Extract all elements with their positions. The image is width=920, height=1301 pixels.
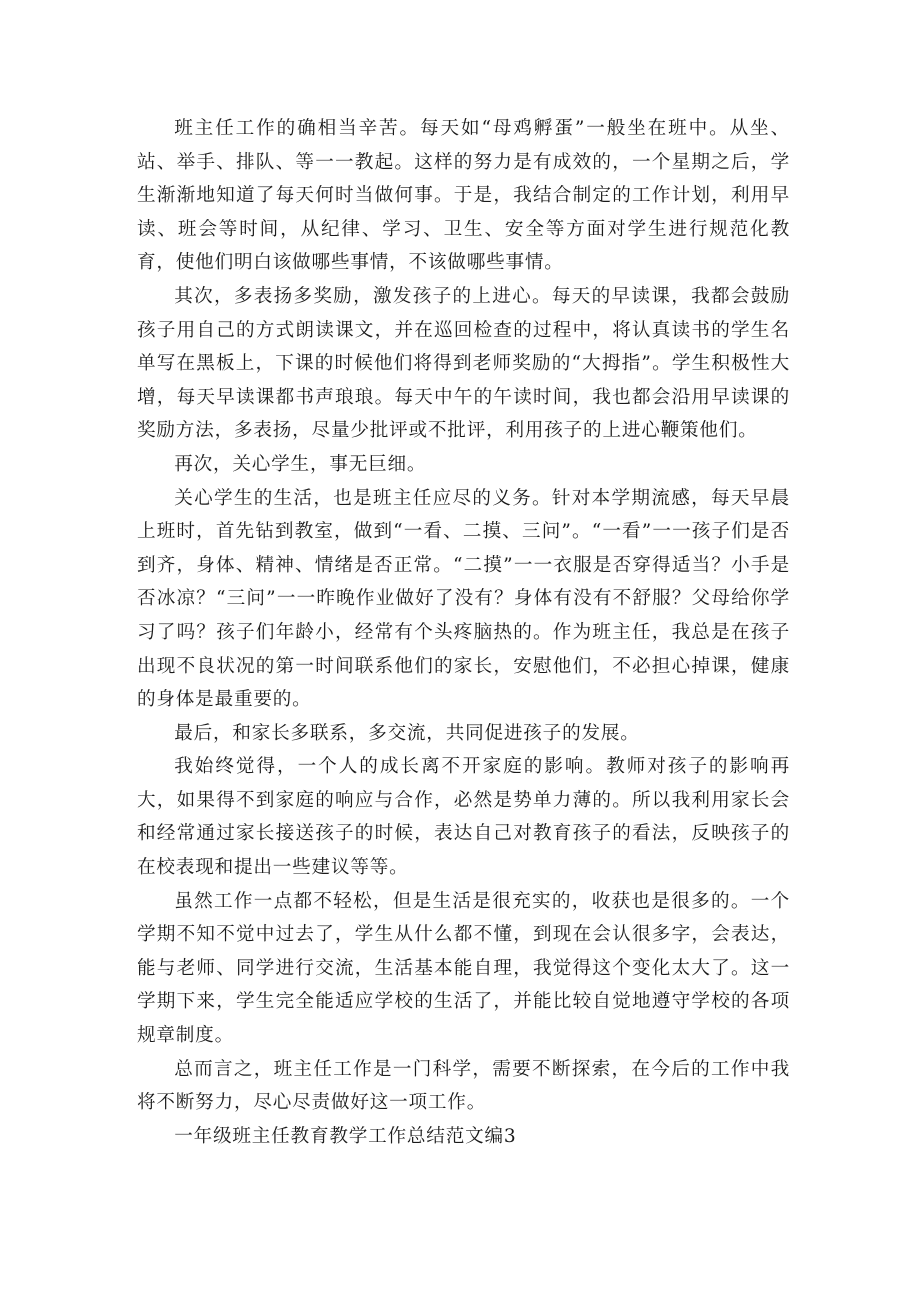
paragraph-7: 虽然工作一点都不轻松，但是生活是很充实的，收获也是很多的。一个学期不知不觉中过去了，学生从什么都不懂，到现在会认很多字，会表达，能与老师、同学进行交流，生活基本能自理，我觉得这个变化太大了。这一学期下来，学生完全能适应学校的生活了，并能比较自觉地遵守学校的各项规章制度。 [137,890,790,1047]
paragraph-2: 其次，多表扬多奖励，激发孩子的上进心。每天的早读课，我都会鼓励孩子用自己的方式朗读课文，并在巡回检查的过程中，将认真读书的学生名单写在黑板上，下课的时候他们将得到老师奖励的“大拇指”。学生积极性大增，每天早读课都书声琅琅。每天中午的午读时间，我也都会沿用早读课的奖励方法，多表扬，尽量少批评或不批评，利用孩子的上进心鞭策他们。 [137,285,790,442]
paragraph-5: 最后，和家长多联系，多交流，共同促进孩子的发展。 [174,722,640,744]
paragraph-6: 我始终觉得，一个人的成长离不开家庭的影响。教师对孩子的影响再大，如果得不到家庭的响应与合作，必然是势单力薄的。所以我利用家长会和经常通过家长接送孩子的时候，表达自己对教育孩子的看法，反映孩子的在校表现和提出一些建议等等。 [137,756,790,879]
paragraph-3: 再次，关心学生，事无巨细。 [174,453,427,475]
section-heading: 一年级班主任教育教学工作总结范文编3 [174,1125,517,1147]
paragraph-8: 总而言之，班主任工作是一门科学，需要不断探索，在今后的工作中我将不断努力，尽心尽责做好这一项工作。 [137,1058,790,1114]
paragraph-4: 关心学生的生活，也是班主任应尽的义务。针对本学期流感，每天早晨上班时，首先钻到教室，做到“一看、二摸、三问”。“一看”一一孩子们是否到齐，身体、精神、情绪是否正常。“二摸”一一衣服是否穿得适当？小手是否冰凉？“三问”一一昨晚作业做好了没有？身体有没有不舒服？父母给你学习了吗？孩子们年龄小，经常有个头疼脑热的。作为班主任，我总是在孩子出现不良状况的第一时间联系他们的家长，安慰他们，不必担心掉课，健康的身体是最重要的。 [137,487,790,711]
paragraph-1: 班主任工作的确相当辛苦。每天如“母鸡孵蛋”一般坐在班中。从坐、站、举手、排队、等一一教起。这样的努力是有成效的，一个星期之后，学生渐渐地知道了每天何时当做何事。于是，我结合制定的工作计划，利用早读、班会等时间，从纪律、学习、卫生、安全等方面对学生进行规范化教育，使他们明白该做哪些事情，不该做哪些事情。 [137,118,790,274]
